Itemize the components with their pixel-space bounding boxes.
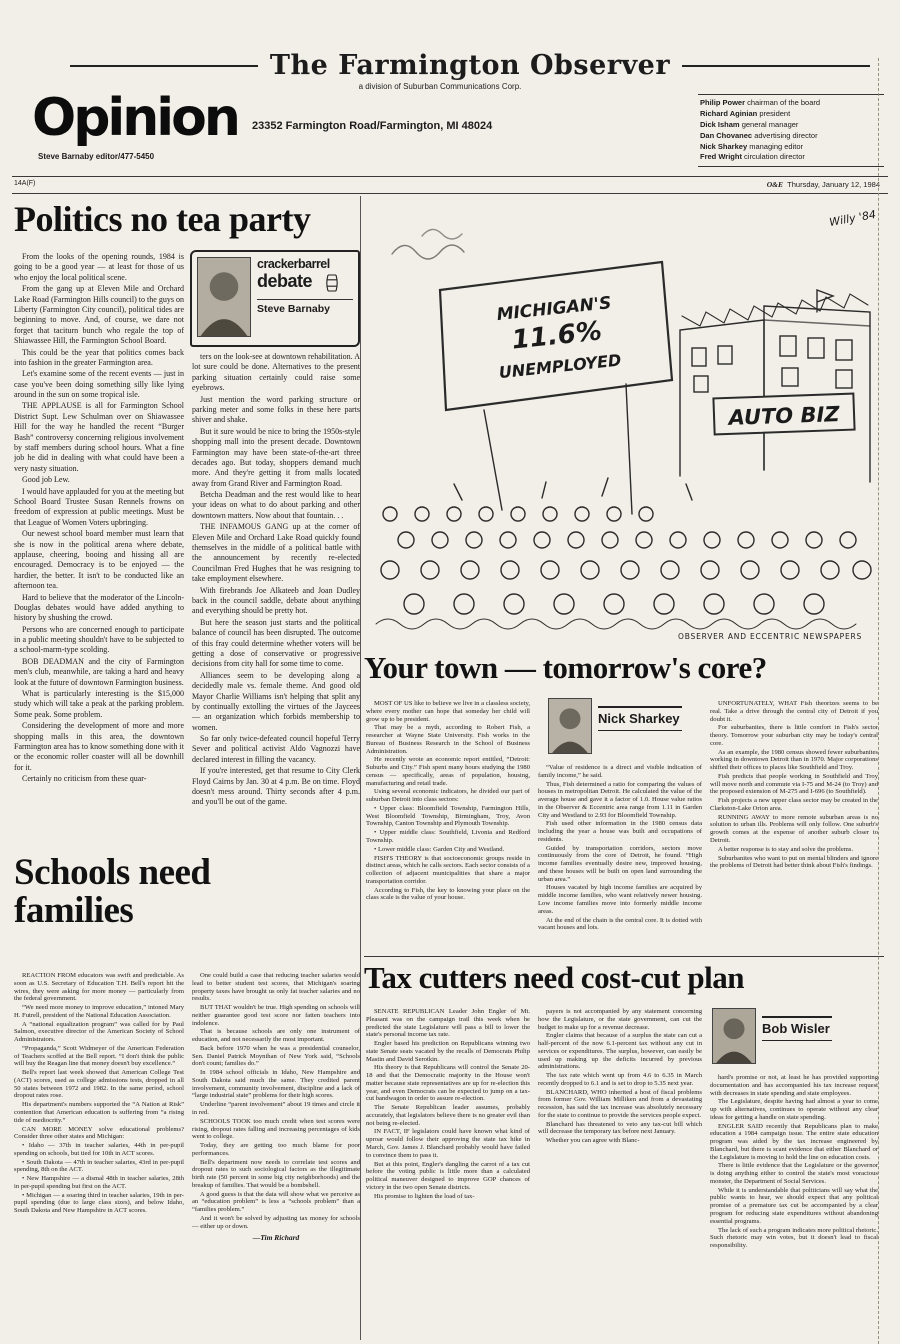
paragraph: According to Fish, the key to knowing your place on the class scale is the value of your house. bbox=[366, 886, 530, 902]
staff-row bbox=[700, 142, 884, 153]
tax-column-1 bbox=[366, 1008, 530, 1338]
paragraph: But here the season just starts and the political balance of council has been disrupted. The outcome of this fray could determine whether voters will be getting a dose of conservative or progressive decisions from city hall for some time to come. bbox=[192, 617, 360, 669]
politics-headline: Politics no tea party bbox=[14, 199, 311, 239]
paragraph: From the looks of the opening rounds, 1984 is going to be a good year — at least for those of us who enjoy the local political scene. bbox=[14, 252, 184, 282]
paragraph: SENATE REPUBLICAN Leader John Engler of Mt. Pleasant was on the campaign trail this week when he predicted the state Legislature will pass a bill to lower the state's personal income tax rate. bbox=[366, 1008, 530, 1039]
schools-headline bbox=[14, 854, 211, 931]
divider bbox=[12, 193, 888, 194]
tax-column-2 bbox=[538, 1008, 702, 1338]
staff-title: president bbox=[759, 108, 791, 118]
schools-headline-line2: families bbox=[14, 890, 134, 932]
portrait-icon bbox=[549, 699, 591, 753]
paragraph: “Propaganda,” Scott Widmeyer of the American Federation of Teachers scoffed at the Bell report. “I don't think the public will buy the Reagan line that money doesn't buy excellence.” bbox=[14, 1044, 184, 1068]
staff-name: Dan Chovanec bbox=[700, 130, 753, 140]
masthead-rule-left bbox=[70, 65, 258, 67]
staff-title: chairman of the board bbox=[747, 98, 821, 107]
schools-column-1 bbox=[14, 972, 184, 1338]
paragraph: hard's promise or not, at least he has provided supporting documentation and has accompanied his tax increase request with decreases in state spending and state employees. bbox=[710, 1074, 878, 1097]
divider bbox=[364, 956, 884, 957]
paragraph: Our newest school board member must learn that she is now in the political arena where debate, applause, cheering, booing and hissing all are encouraged. Democracy is to be enjoyed — the hardier, the better. It isn't to be conducted like an afternoon tea. bbox=[14, 529, 184, 591]
paragraph: Bell's department now needs to correlate test scores and dropout rates to such sociological factors as the illegitimate birth rate (50 percent in some big city neighborhoods) and the breakup of families. That would be a bombshell. bbox=[192, 1158, 360, 1189]
divider bbox=[12, 176, 888, 177]
paragraph: Alliances seem to be developing along a decidedly male vs. female theme. And good old Mayor Charlie Williams isn't helping that split any by continually extolling the virtues of the Jaycees — an organization which forbids membership to women. bbox=[192, 670, 360, 732]
paragraph: At the end of the chain is the central core. It is dotted with vacant houses and lots. bbox=[538, 916, 702, 932]
schools-column-2 bbox=[192, 972, 360, 1338]
paragraph: • South Dakota — 47th in teacher salaries, 43rd in per-pupil spending, 8th on the ACT. bbox=[14, 1158, 184, 1174]
paragraph: FISH'S THEORY is that socioeconomic groups reside in distinct areas, which he calls sectors. Each sector consists of a collection of adjacent municipalities that share a major transportation corridor. bbox=[366, 854, 530, 885]
paragraph: REACTION FROM educators was swift and predictable. As soon as U.S. Secretary of Education T.H. Bell's report hit the wires, they were asking for more money — particularly from the federal government. bbox=[14, 972, 184, 1003]
paragraph: That is because schools are only one instrument of education, and not necessarily the most important. bbox=[192, 1028, 360, 1044]
yourtown-column-3 bbox=[710, 700, 878, 954]
paragraph: A better response is to stay and solve the problems. bbox=[718, 845, 854, 853]
bob-wisler-box bbox=[712, 1008, 862, 1064]
masthead-title: The Farmington Observer bbox=[269, 50, 671, 81]
paragraph: Engler claims that because of a surplus the state can cut a half-percent of the now 6.1-percent tax without any cut in services or expenditures. The surplus, however, can easily be used up making up the deficits incurred by previous administrations. bbox=[538, 1032, 702, 1071]
debate-label: debate bbox=[257, 271, 313, 291]
staff-title: general manager bbox=[741, 119, 799, 129]
staff-name: Richard Aginian bbox=[700, 108, 758, 118]
paragraph: I would have applauded for you at the meeting but School Board Trustee Susan Rennels frowns on freedom of expression at public meetings. Must be that League of Women Voters upbringing. bbox=[14, 486, 184, 527]
paragraph: UNFORTUNATELY, WHAT Fish theorizes seems to be real. Take a drive through the central city of Detroit if you doubt it. bbox=[710, 700, 878, 723]
division-line: a division of Suburban Communications Corp. bbox=[358, 82, 522, 91]
paragraph: Hard to believe that the moderator of the Lincoln-Douglas debates would have added anything to history by shushing the crowd. bbox=[14, 592, 184, 623]
paragraph: “We need more money to improve education,” intoned Mary H. Futrell, president of the National Education Association. bbox=[14, 1004, 184, 1019]
date-line bbox=[767, 180, 880, 189]
column-rule bbox=[360, 196, 361, 1340]
paragraph: Blanchard has threatened to veto any tax-cut bill which will decrease the temporary tax before next January. bbox=[538, 1120, 702, 1136]
politics-col1-text bbox=[14, 252, 184, 785]
staff-name: Nick Sharkey bbox=[700, 141, 748, 151]
crackerbarrel-text bbox=[257, 257, 353, 340]
paragraph: In 1984 school officials in Idaho, New Hampshire and South Dakota said much the same. They credited parent involvement, community involvement, discipline and a lack of “large industrial state” problems for their high scores. bbox=[192, 1069, 360, 1100]
yourtown-column-1 bbox=[366, 700, 530, 954]
yourtown-headline: Your town — tomorrow's core? bbox=[364, 650, 767, 685]
paragraph: • New Hampshire — a dismal 48th in teacher salaries, 28th in per-pupil spending but first on the ACT. bbox=[14, 1175, 184, 1190]
schools-col2-text bbox=[192, 972, 360, 1231]
paragraph: • Upper class: Bloomfield Township, Farmington Hills, West Bloomfield Township, Birmingham, Troy, Avon Township, Canton Township and Plymouth Township. bbox=[366, 804, 530, 828]
paragraph: payers is not accompanied by any statement concerning how the Legislature, or the state government, can cut the budget to make up for a revenue decrease. bbox=[538, 1008, 702, 1031]
paragraph: Bell's report last week showed that American College Test (ACT) scores, used as college admissions tests, dropped in all 50 states between 1972 and 1982. In the same period, school dropout rates rose. bbox=[14, 1069, 184, 1100]
paragraph: Engler based his prediction on Republicans winning two state Senate seats vacated by the recalls of Democrats Philip Mastin and David Serotkin. bbox=[366, 1040, 530, 1063]
paragraph: What is particularly interesting is the $15,000 study which will take a peak at the parking problem. Some peak. Some problem. bbox=[14, 689, 184, 719]
paragraph: This could be the year that politics comes back into fashion in the greater Farmington area. bbox=[14, 347, 184, 367]
paragraph: But at this point, Engler's dangling the carrot of a tax cut before the voting public is little more than a calculated political maneuver designed to improve GOP chances of victory in the two open Senate districts. bbox=[366, 1160, 530, 1191]
paragraph: • Upper middle class: Southfield, Livonia and Redford Township. bbox=[366, 829, 530, 845]
staff-row bbox=[700, 98, 884, 109]
staff-row bbox=[700, 152, 884, 163]
paragraph: One could build a case that reducing teacher salaries would lead to better student test scores, that Michigan's soaring property taxes have brought us only fat teacher salaries and no results. bbox=[192, 972, 360, 1003]
paragraph: Good job Lew. bbox=[22, 475, 70, 485]
tax-col2-text bbox=[538, 1008, 702, 1145]
paragraph: “Value of residence is a direct and visible indication of family income,” he said. bbox=[538, 764, 702, 779]
bob-wisler-photo bbox=[712, 1008, 756, 1064]
cartoon-drawing bbox=[362, 198, 886, 646]
section-title: Opinion bbox=[32, 88, 238, 148]
paragraph: The tax rate which went up from 4.6 to 6.35 in March recently dropped to 6.1 and is set to drop to 5.35 next year. bbox=[538, 1072, 702, 1087]
tax-col3-text bbox=[710, 1074, 878, 1250]
paragraph: A “national equalization program” was called for by Paul Salmon, executive director of the American Society of School Administrators. bbox=[14, 1020, 184, 1044]
politics-column-1 bbox=[14, 252, 184, 852]
paragraph: Fish projects a new upper class sector may be created in the Clarkston-Lake Orion area. bbox=[710, 797, 878, 812]
paragraph: But it sure would be nice to bring the 1950s-style shopping mall into the present decade. Downtown Farmington may have been state-of-the-art three decades ago. But today, shoppers demand much more. And they're getting it from malls located away from Grand River and Farmington Road. bbox=[192, 426, 360, 488]
paragraph: ters on the look-see at downtown rehabilitation. A lot sure could be done. Alternatives to the present parking situation certainly could raise some eyebrows. bbox=[192, 352, 360, 393]
paragraph: Thus, Fish determined a ratio for comparing the values of houses in metropolitan Detroit. He calculated the value of the average house and gave it a factor of 1.0. House value ratios in the Observer & Eccentric area range from 1.11 in Garden City and Westland to 2.93 for Bloomfield Township. bbox=[538, 780, 702, 819]
paragraph: With firebrands Joe Alkateeb and Joan Dudley back in the council saddle, debate about anything and everything should be pretty hot. bbox=[192, 585, 360, 616]
politics-col2-text bbox=[192, 352, 360, 808]
paragraph: Guided by transportation corridors, sectors move continuously from the core of Detroit, he found. “High income families eventually desire new, improved housing, and these houses will be built on open land surrounding the urban area.” bbox=[538, 844, 702, 883]
politics-column-2 bbox=[192, 352, 360, 852]
paragraph: From the gang up at Eleven Mile and Orchard Lake Road (Farmington Hills council) to the guys on Liberty (Farmington City council), political tides are beginning to move. And, of course, we dare not forget that taciturn bunch who regale the top of Shiawassee Hill, the Farmington School Board. bbox=[14, 284, 184, 346]
byline-nick-sharkey: Nick Sharkey bbox=[598, 706, 682, 731]
paragraph: IN FACT, IF legislators could have known what kind of uproar would follow their approving the state tax hike in March, Gov. James J. Blanchard probably would have failed to convince them to pass it. bbox=[366, 1128, 530, 1159]
editorial-cartoon bbox=[362, 198, 886, 646]
date-text: Thursday, January 12, 1984 bbox=[787, 180, 880, 189]
staff-list bbox=[698, 94, 884, 167]
staff-name: Fred Wright bbox=[700, 152, 742, 162]
cartoon-building-sign: AUTO BIZ bbox=[728, 402, 840, 430]
staff-name: Dick Isham bbox=[700, 119, 740, 129]
address-line: 23352 Farmington Road/Farmington, MI 48024 bbox=[252, 120, 493, 132]
paragraph: THE INFAMOUS GANG up at the corner of Eleven Mile and Orchard Lake Road quickly found themselves in the middle of a political battle with the announcement by recently re-elected Councilman Fred Hughes that he was resigning to take employment elsewhere. bbox=[192, 522, 360, 584]
tax-headline: Tax cutters need cost-cut plan bbox=[364, 960, 744, 995]
tax-column-3 bbox=[710, 1074, 878, 1338]
paragraph: RUNNING AWAY to more remote suburban areas is no solution to urban ills. Problems will only follow. One suburb's growth comes at the expense of another suburb closer to Detroit. bbox=[710, 813, 878, 845]
byline-bob-wisler: Bob Wisler bbox=[762, 1016, 832, 1041]
paragraph: That may be a myth, according to Robert Fish, a researcher at Wayne State University. Fish works in the Bureau of Business Research in the School of Business Administration. bbox=[366, 724, 530, 755]
paragraph: Betcha Deadman and the rest would like to hear your ideas on what to do about parking and other downtown matters. Now about that fountain. . . bbox=[192, 490, 360, 520]
tax-col1-text bbox=[366, 1008, 530, 1200]
cartoon-credit: OBSERVER AND ECCENTRIC NEWSPAPERS bbox=[678, 632, 863, 641]
paragraph: BOB DEADMAN and the city of Farmington men's club, meanwhile, are taking a hard and heavy look at the future of downtown Farmington business. bbox=[14, 656, 184, 687]
paragraph: Today, they are getting too much blame for poor performances. bbox=[192, 1142, 360, 1157]
portrait-icon bbox=[198, 258, 250, 336]
staff-row bbox=[700, 109, 884, 120]
barrel-icon bbox=[324, 273, 340, 293]
schools-headline-line1: Schools need bbox=[14, 852, 211, 893]
masthead bbox=[70, 50, 870, 81]
steve-barnaby-photo bbox=[197, 257, 251, 337]
paragraph: His department's numbers supported the “A Nation at Risk” contention that American education is suffering from “a rising tide of mediocrity.” bbox=[14, 1101, 184, 1124]
staff-row bbox=[700, 131, 884, 142]
paragraph: Suburbanites who want to put on mental blinders and ignore the problems of Detroit had better think about Fish's findings. bbox=[710, 854, 878, 870]
yourtown-col1-text bbox=[366, 700, 530, 902]
paragraph: The lack of such a program indicates more political rhetoric. Such rhetoric may win votes, but it doesn't lead to fiscal responsibility. bbox=[710, 1226, 878, 1250]
nick-sharkey-photo bbox=[548, 698, 592, 754]
portrait-icon bbox=[713, 1009, 755, 1063]
paragraph: Just mention the word parking structure or parking meter and some folks in these here parts shiver and shake. bbox=[192, 394, 360, 425]
staff-title: managing editor bbox=[749, 141, 804, 151]
author-signature: —Tim Richard bbox=[252, 1232, 300, 1242]
paragraph: Back before 1970 when he was a presidential counselor, Sen. Daniel Patrick Moynihan of New York said, “Schools don't count; families do.” bbox=[192, 1044, 360, 1068]
fold-line bbox=[878, 58, 879, 1344]
paragraph: Using several economic indicators, he divided our part of suburban Detroit into class sectors: bbox=[366, 788, 530, 804]
staff-row bbox=[700, 120, 884, 131]
paragraph: And it won't be solved by adjusting tax money for schools — either up or down. bbox=[192, 1214, 360, 1230]
paragraph: Certainly no criticism from these quar- bbox=[22, 774, 147, 784]
paragraph: • Idaho — 37th in teacher salaries, 44th in per-pupil spending on schools, but tied for 10th in ACT scores. bbox=[14, 1142, 184, 1157]
paragraph: Whether you can agree with Blanc- bbox=[546, 1137, 640, 1145]
schools-col1-text bbox=[14, 972, 184, 1215]
editor-line: Steve Barnaby editor/477-5450 bbox=[38, 152, 155, 161]
paragraph: • Michigan — a soaring third in teacher salaries, 19th in per-pupil spending (due to large class sizes), and below Idaho, South Dakota and New Hampshire in ACT scores. bbox=[14, 1191, 184, 1215]
paragraph: THE APPLAUSE is all for Farmington School District Supt. Lew Schulman over on Shiawassee Hill for the way he handled the recent “Burger Bash” controversy concerning religious involvement by staff members during school hours. What a fine job he did in dealing with what could have been a very nasty situation. bbox=[14, 401, 184, 473]
paragraph: ENGLER SAID recently that Republicans plan to make education a 1984 campaign issue. The entire state education program was aided by the tax increase engineered by Blanchard, but there is scant evidence that either Blanchard or the Legislature is moving to hold the line on education costs. bbox=[710, 1122, 878, 1161]
paragraph: While it is understandable that politicians will say what the public wants to hear, we should expect that any political promise of a premature tax cut be accompanied by a clear program for reducing state expenditures without abandoning essential programs. bbox=[710, 1186, 878, 1225]
paragraph: His promise to lighten the load of tax- bbox=[374, 1192, 475, 1200]
paragraph: If you're interested, get that resume to City Clerk Floyd Cairns by Jan. 30 at 4 p.m. Be on time. Floyd doesn't mess around. Thirty seconds after 4 p.m. and you'll be out of the game. bbox=[192, 766, 360, 807]
paragraph: SCHOOLS TOOK too much credit when test scores were rising, dropout rates falling and increasing percentages of kids went to college. bbox=[192, 1117, 360, 1141]
paragraph: BUT THAT wouldn't be true. High spending on schools will neither guarantee good test score nor fatten teachers into indolence. bbox=[192, 1004, 360, 1027]
crackerbarrel-box bbox=[190, 250, 360, 347]
byline-steve-barnaby: Steve Barnaby bbox=[257, 299, 353, 315]
paragraph: Persons who are concerned enough to participate in a public meeting shouldn't have to be subjected to a school-marm-type scolding. bbox=[14, 624, 184, 655]
staff-title: circulation director bbox=[744, 152, 805, 162]
paragraph: Houses vacated by high income families are acquired by middle income families, who want relatively newer housing. Low income families move into formerly middle income areas. bbox=[538, 884, 702, 915]
paragraph: He recently wrote an economic report entitled, “Detroit: Suburbs and City.” Fish spent many hours studying the 1980 census — specifically, areas of population, housing, manufacturing and retail trade. bbox=[366, 756, 530, 787]
paragraph: Underline “parent involvement” about 19 times and circle it in red. bbox=[192, 1101, 360, 1117]
yourtown-col2-text bbox=[538, 764, 702, 932]
crackerbarrel-label: crackerbarrel bbox=[257, 257, 330, 271]
yourtown-col3-text bbox=[710, 700, 878, 870]
paragraph: MOST OF US like to believe we live in a classless society, where every mother can hope that someday her child will grow up to be president. bbox=[366, 700, 530, 723]
yourtown-column-2 bbox=[538, 764, 702, 954]
cartoon-sign-line1: MICHIGAN'S bbox=[495, 293, 613, 326]
cartoon-sign-line2: 11.6% bbox=[510, 316, 604, 356]
paragraph: Considering the development of more and more shopping malls in this area, the downtown Farmington area has to know something done with it or the economic roller coaster will all be downhill for it. bbox=[14, 721, 184, 772]
paragraph: Fish used other information in the 1980 census data including the year a house was built and occupations of residents. bbox=[538, 820, 702, 843]
masthead-rule-right bbox=[682, 65, 870, 67]
paragraph: BLANCHARD, WHO inherited a host of fiscal problems from former Gov. William Milliken and from a devastating recession, has said the tax increase was absolutely necessary for the state to continue to provide the services people expect. bbox=[538, 1088, 702, 1119]
staff-title: advertising director bbox=[754, 130, 818, 140]
paragraph: The Legislature, despite having had almost a year to come up with alternatives, continues to operate without any clear ideas for getting a handle on state spending. bbox=[710, 1098, 878, 1121]
paragraph: A good guess is that the data will show what we perceive as an “education problem” is less a “schools problem” than a “families problem.” bbox=[192, 1190, 360, 1214]
cartoonist-signature: Willy '84 bbox=[828, 207, 877, 229]
staff-name: Philip Power bbox=[700, 98, 746, 107]
cartoon-sign-line3: UNEMPLOYED bbox=[497, 350, 623, 383]
paragraph: Fish predicts that people working in Southfield and Troy will move north and commute via I-75 and M-24 (to Troy) and the proposed extension of M-275 and I-696 (to Southfield). bbox=[710, 772, 878, 796]
paragraph: • Lower middle class: Garden City and Westland. bbox=[374, 845, 505, 853]
paragraph: So far only twice-defeated council hopeful Terry Sever and political activist Aldo Vagnozzi have declared interest in filling the vacancy. bbox=[192, 734, 360, 764]
nick-sharkey-box bbox=[548, 698, 698, 754]
brand-abbrev: O&E bbox=[766, 180, 783, 189]
paragraph: CAN MORE MONEY solve educational problems? Consider three other states and Michigan: bbox=[14, 1125, 184, 1141]
paragraph: As an example, the 1980 census showed fewer suburbanites working in downtown Detroit than in 1970. Major corporations shifted their offices to places like Southfield and Troy. bbox=[710, 748, 878, 772]
paragraph: The Senate Republican leader assumes, probably accurately, that legislators believe there is no greater evil than not being re-elected. bbox=[366, 1104, 530, 1127]
page-id: 14A(F) bbox=[14, 180, 36, 187]
paragraph: There is little evidence that the Legislature or the governor is doing anything either to control the state's most voracious monster, the Department of Social Services. bbox=[710, 1162, 878, 1185]
paragraph: For suburbanites, there is little comfort in Fish's sector theory. Tomorrow your suburban city may be today's central core. bbox=[710, 724, 878, 747]
paragraph: Let's examine some of the recent events — just in case you've been doing something silly like lying around in the sun on some tropical isle. bbox=[14, 369, 184, 400]
paragraph: His theory is that Republicans will control the Senate 20-18 and that the Democratic majority in the House won't matter because state representatives are up for re-election this year, and even Democrats can be expected to jump on a tax-cut bandwagon in order to assure re-election. bbox=[366, 1064, 530, 1103]
